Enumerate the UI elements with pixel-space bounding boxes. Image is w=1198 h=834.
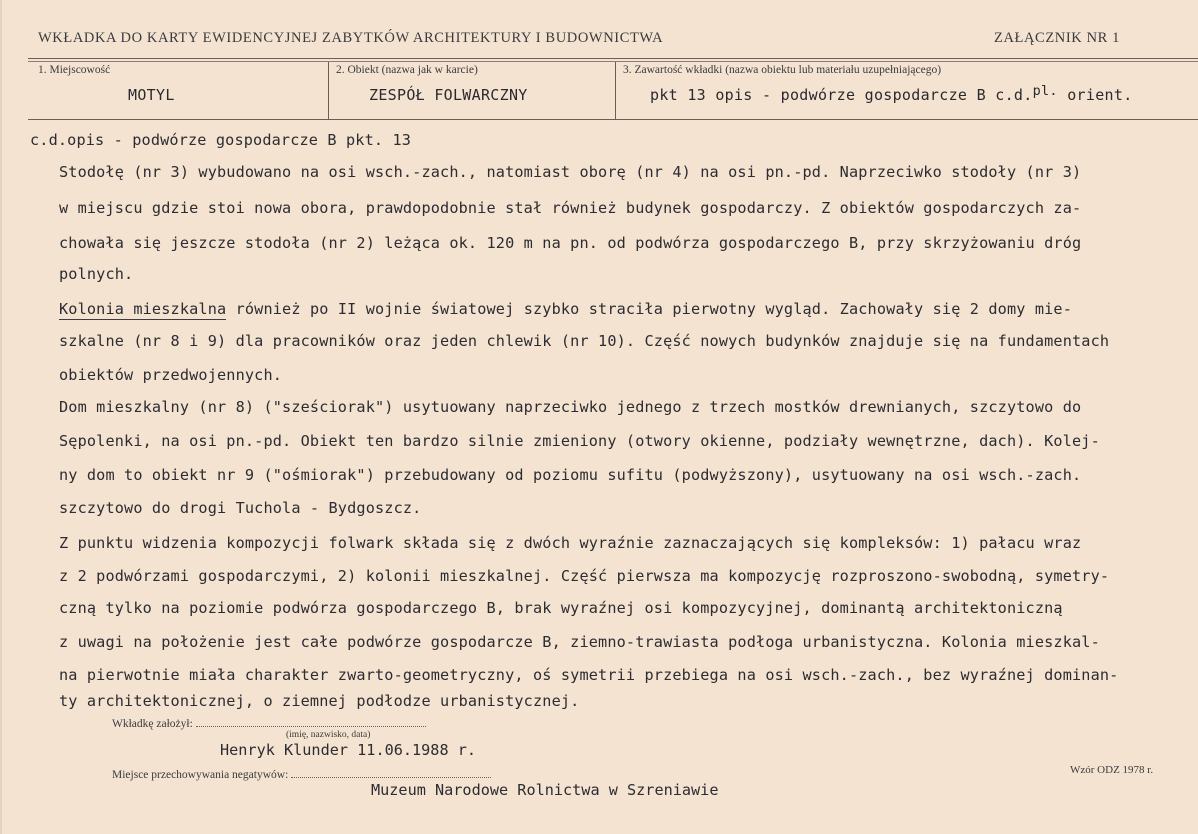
- body-heading: c.d.opis - podwórze gospodarcze B pkt. 13: [30, 131, 412, 149]
- author-label: [112, 716, 426, 730]
- field-1-label: 1. Miejscowość: [38, 64, 111, 76]
- field-divider: [615, 62, 616, 119]
- field-3-value-superscript: pl.: [1032, 83, 1058, 99]
- text-line: czną tylko na poziomie podwórza gospodarczego B, brak wyraźnej osi kompozycyjnej, dominantą architektoniczną: [59, 599, 1063, 617]
- header-rule-secondary: [28, 61, 1198, 62]
- text-line: ny dom to obiekt nr 9 ("ośmiorak") przebudowany od poziomu sufitu (podwyższony), usytuowany na osi wsch.-zach.: [59, 466, 1082, 484]
- field-divider: [328, 62, 329, 119]
- text-line: polnych.: [59, 265, 134, 283]
- fields-bottom-rule: [28, 119, 1198, 120]
- text-line: w miejscu gdzie stoi nowa obora, prawdopodobnie stał również budynek gospodarczy. Z obiektów gospodarczych za-: [59, 199, 1082, 217]
- text-line: Stodołę (nr 3) wybudowano na osi wsch.-zach., natomiast oborę (nr 4) na osi pn.-pd. Naprzeciwko stodoły (nr 3): [59, 163, 1082, 181]
- text-line: chowała się jeszcze stodoła (nr 2) leżąca ok. 120 m na pn. od podwórza gospodarczego B, przy skrzyżowaniu dróg: [59, 234, 1082, 252]
- dotted-fill: [196, 716, 426, 727]
- card-title: WKŁADKA DO KARTY EWIDENCYJNEJ ZABYTKÓW ARCHITEKTURY I BUDOWNICTWA: [38, 30, 664, 46]
- negatives-label: [112, 767, 491, 781]
- underlined-term: Kolonia mieszkalna: [59, 300, 227, 318]
- annex-label: ZAŁĄCZNIK NR 1: [994, 30, 1120, 46]
- field-3-value: [650, 83, 1133, 104]
- field-2-label: 2. Obiekt (nazwa jak w karcie): [336, 64, 478, 76]
- text-line: Z punktu widzenia kompozycji folwark składa się z dwóch wyraźnie zaznaczających się kompleksów: 1) pałacu wraz: [59, 534, 1082, 552]
- author-label-text: Wkładkę założył:: [112, 718, 193, 730]
- text-line: na pierwotnie miała charakter zwarto-geometryczny, oś symetrii przebiega na osi wsch.-zach., bez wyraźnej dominan-: [59, 666, 1119, 684]
- text-line: szczytowo do drogi Tuchola - Bydgoszcz.: [59, 499, 422, 517]
- header-rule: [28, 58, 1198, 59]
- negatives-value: Muzeum Narodowe Rolnictwa w Szreniawie: [371, 781, 719, 799]
- text-line: obiektów przedwojennych.: [59, 366, 283, 384]
- text-line: [59, 300, 1072, 318]
- text-line: Sępolenki, na osi pn.-pd. Obiekt ten bardzo silnie zmieniony (otwory okienne, podziały wewnętrzne, dach). Kolej-: [59, 432, 1100, 450]
- author-hint: (imię, nazwisko, data): [286, 730, 371, 740]
- dotted-fill: [291, 767, 491, 778]
- text-line: z 2 podwórzami gospodarczymi, 2) kolonii mieszkalnej. Część pierwsza ma kompozycję rozproszono-swobodną, symetry-: [59, 567, 1110, 585]
- field-2-value: ZESPÓŁ FOLWARCZNY: [369, 86, 528, 104]
- text-line-rest: również po II wojnie światowej szybko straciła pierwotny wygląd. Zachowały się 2 domy mie-: [226, 300, 1073, 318]
- form-code: Wzór ODZ 1978 r.: [1070, 764, 1154, 776]
- author-value: Henryk Klunder 11.06.1988 r.: [220, 741, 477, 759]
- field-3-label: 3. Zawartość wkładki (nazwa obiektu lub materiału uzupełniającego): [623, 64, 942, 76]
- text-line: Dom mieszkalny (nr 8) ("sześciorak") usytuowany naprzeciwko jednego z trzech mostków drewnianych, szczytowo do: [59, 398, 1082, 416]
- field-3-value-end: orient.: [1067, 86, 1133, 104]
- text-line: z uwagi na położenie jest całe podwórze gospodarcze B, ziemno-trawiasta podłoga urbanistyczna. Kolonia mieszkal-: [59, 633, 1100, 651]
- negatives-label-text: Miejsce przechowywania negatywów:: [112, 769, 289, 781]
- field-1-value: MOTYL: [128, 86, 175, 104]
- text-line: szkalne (nr 8 i 9) dla pracowników oraz jeden chlewik (nr 10). Część nowych budynków znajduje się na fundamentach: [59, 332, 1110, 350]
- field-3-value-main: pkt 13 opis - podwórze gospodarcze B c.d.: [650, 86, 1033, 104]
- text-line: ty architektonicznej, o ziemnej podłodze urbanistycznej.: [59, 692, 580, 710]
